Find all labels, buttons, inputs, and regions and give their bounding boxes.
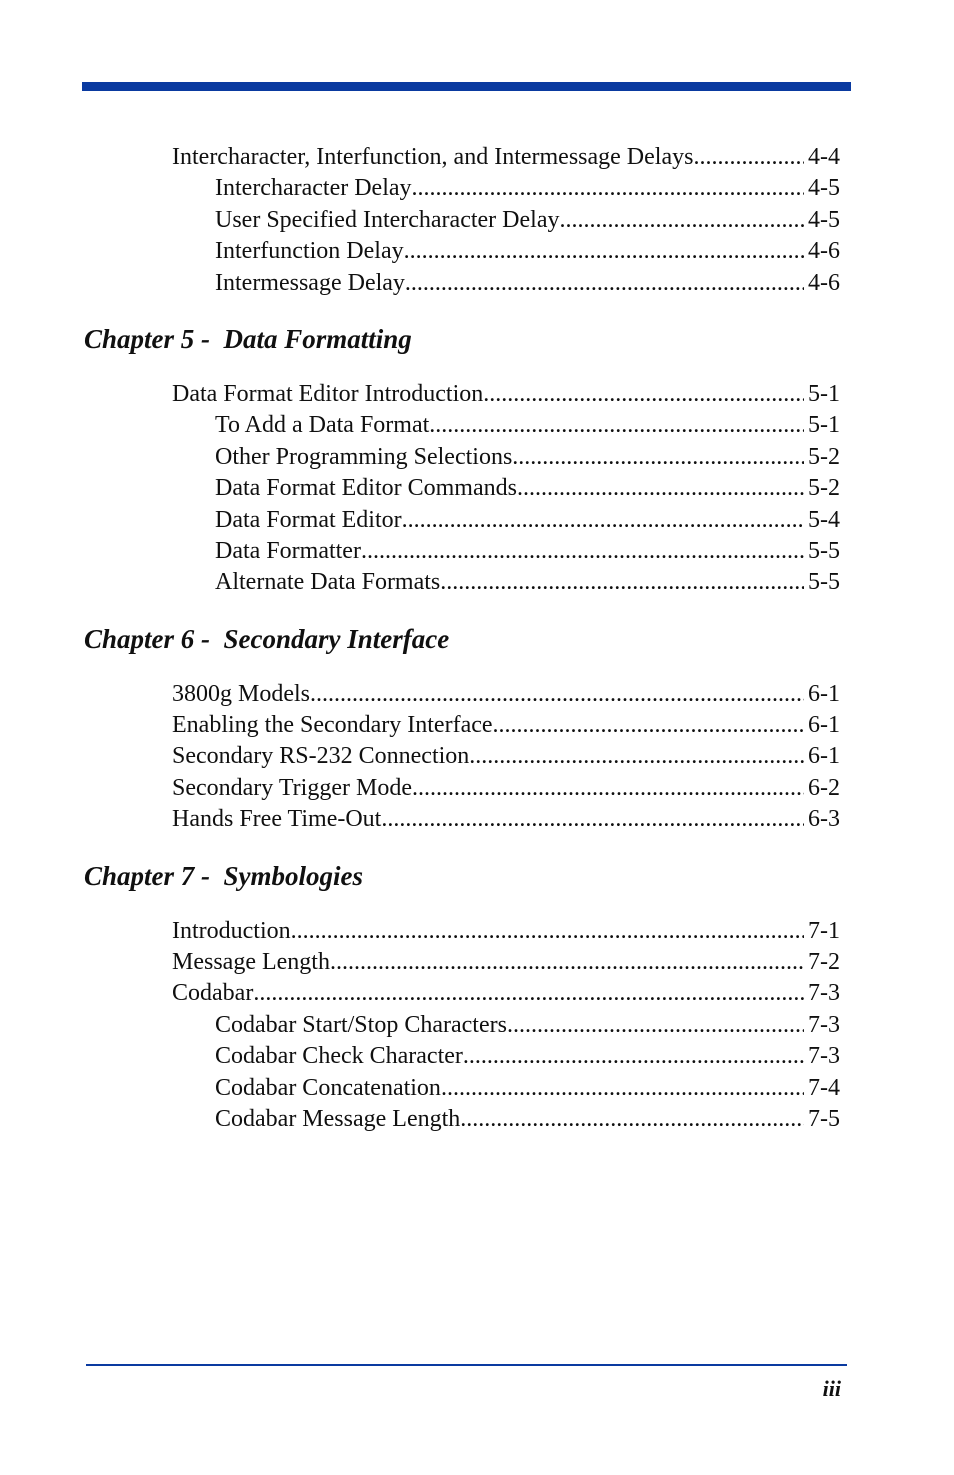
toc-entry-title: Introduction (172, 917, 291, 944)
toc-entry-page: 4-6 (808, 269, 840, 296)
chapter-heading (84, 323, 840, 355)
dot-leader (512, 442, 804, 473)
toc-entry-title: Codabar Check Character (215, 1043, 463, 1070)
toc-entry-page: 5-2 (808, 475, 840, 502)
toc-entry-page: 7-3 (808, 1043, 840, 1070)
toc-entry-title: Codabar Start/Stop Characters (215, 1011, 507, 1038)
toc-entry[interactable] (215, 567, 840, 598)
toc-entry-page: 4-5 (808, 206, 840, 233)
toc-entry[interactable] (172, 142, 840, 173)
dot-leader (381, 804, 804, 835)
toc-entry[interactable] (215, 1010, 840, 1041)
toc-entry-page: 6-1 (808, 712, 840, 739)
toc-entry-page: 5-2 (808, 443, 840, 470)
toc-entry[interactable] (172, 710, 840, 741)
toc-entry-title: Data Format Editor Commands (215, 475, 517, 502)
toc-entry-page: 7-5 (808, 1105, 840, 1132)
toc-entry[interactable] (172, 804, 840, 835)
table-of-contents (84, 142, 840, 1135)
dot-leader (361, 536, 804, 567)
chapter-label: Chapter 5 - (84, 323, 211, 354)
dot-leader (517, 473, 804, 504)
dot-leader (469, 741, 804, 772)
toc-entry[interactable] (215, 1104, 840, 1135)
toc-entry[interactable] (172, 741, 840, 772)
dot-leader (440, 567, 804, 598)
toc-entry[interactable] (172, 978, 840, 1009)
header-bar (82, 82, 851, 91)
toc-entry-title: Intercharacter Delay (215, 175, 412, 202)
dot-leader (405, 268, 804, 299)
toc-entry-title: Secondary Trigger Mode (172, 774, 412, 801)
dot-leader (441, 1073, 804, 1104)
dot-leader (412, 173, 804, 204)
dot-leader (463, 1041, 804, 1072)
toc-entry-page: 7-2 (808, 949, 840, 976)
toc-entry-title: Intercharacter, Interfunction, and Intermessage Delays (172, 144, 694, 170)
toc-entry-title: Data Format Editor (215, 506, 402, 533)
toc-entry-title: User Specified Intercharacter Delay (215, 206, 560, 233)
toc-entry[interactable] (172, 947, 840, 978)
toc-entry-title: Other Programming Selections (215, 443, 513, 470)
dot-leader (483, 379, 804, 410)
chapter-title: Secondary Interface (223, 623, 450, 654)
toc-entry-title: Enabling the Secondary Interface (172, 712, 493, 739)
toc-entry-page: 5-4 (808, 506, 840, 533)
toc-entry[interactable] (172, 379, 840, 410)
dot-leader (507, 1010, 804, 1041)
toc-entry-title: Intermessage Delay (215, 269, 405, 296)
toc-entry-title: Secondary RS-232 Connection (172, 743, 470, 770)
toc-entry[interactable] (215, 442, 840, 473)
toc-entry-page: 4-5 (808, 175, 840, 202)
toc-entry[interactable] (215, 505, 840, 536)
toc-entry-title: Codabar (172, 980, 254, 1007)
toc-entry-title: Message Length (172, 949, 330, 976)
toc-entry-title: Alternate Data Formats (215, 569, 441, 596)
page-number: iii (822, 1376, 841, 1401)
toc-entry-page: 5-1 (808, 380, 840, 407)
toc-entry-title: 3800g Models (172, 680, 310, 707)
toc-entry[interactable] (215, 1073, 840, 1104)
toc-entry-page: 7-1 (808, 917, 840, 944)
toc-entry[interactable] (172, 679, 840, 710)
toc-entry-page: 7-3 (808, 1011, 840, 1038)
toc-entry-page: 7-3 (808, 980, 840, 1007)
chapter-heading (84, 860, 840, 892)
dot-leader (693, 142, 804, 173)
toc-entry-title: Hands Free Time-Out (172, 806, 382, 833)
chapter-label: Chapter 6 - (84, 623, 211, 654)
toc-entry[interactable] (215, 205, 840, 236)
chapter-title: Symbologies (223, 860, 364, 891)
dot-leader (402, 505, 804, 536)
toc-entry-page: 7-4 (808, 1074, 840, 1101)
dot-leader (559, 205, 804, 236)
dot-leader (253, 978, 804, 1009)
toc-entry-title: Interfunction Delay (215, 238, 404, 265)
dot-leader (412, 773, 804, 804)
toc-entry-page: 5-1 (808, 412, 840, 439)
toc-entry-title: To Add a Data Format (215, 412, 430, 439)
toc-entry-title: Data Format Editor Introduction (172, 380, 484, 407)
toc-entry[interactable] (172, 916, 840, 947)
dot-leader (404, 236, 804, 267)
chapter-label: Chapter 7 - (84, 860, 211, 891)
toc-entry-page: 5-5 (808, 569, 840, 596)
toc-entry-title: Codabar Message Length (215, 1105, 461, 1132)
dot-leader (310, 679, 804, 710)
chapter-title: Data Formatting (223, 323, 412, 354)
dot-leader (493, 710, 804, 741)
toc-entry-page: 4-6 (808, 238, 840, 265)
toc-entry-page: 6-1 (808, 743, 840, 770)
chapter-heading (84, 623, 840, 655)
toc-entry[interactable] (215, 473, 840, 504)
toc-entry-page: 6-1 (808, 680, 840, 707)
toc-entry[interactable] (215, 173, 840, 204)
dot-leader (291, 916, 804, 947)
toc-entry-page: 5-5 (808, 537, 840, 564)
toc-entry-title: Data Formatter (215, 537, 361, 564)
toc-entry-page: 4-4 (808, 144, 840, 170)
toc-entry[interactable] (215, 536, 840, 567)
dot-leader (460, 1104, 804, 1135)
toc-entry-page: 6-2 (808, 774, 840, 801)
toc-entry[interactable] (215, 268, 840, 299)
toc-entry[interactable] (215, 236, 840, 267)
toc-entry-page: 6-3 (808, 806, 840, 833)
toc-entry[interactable] (215, 410, 840, 441)
dot-leader (330, 947, 804, 978)
toc-entry[interactable] (172, 773, 840, 804)
toc-entry-title: Codabar Concatenation (215, 1074, 441, 1101)
dot-leader (429, 410, 804, 441)
toc-entry[interactable] (215, 1041, 840, 1072)
footer-rule (86, 1364, 847, 1366)
